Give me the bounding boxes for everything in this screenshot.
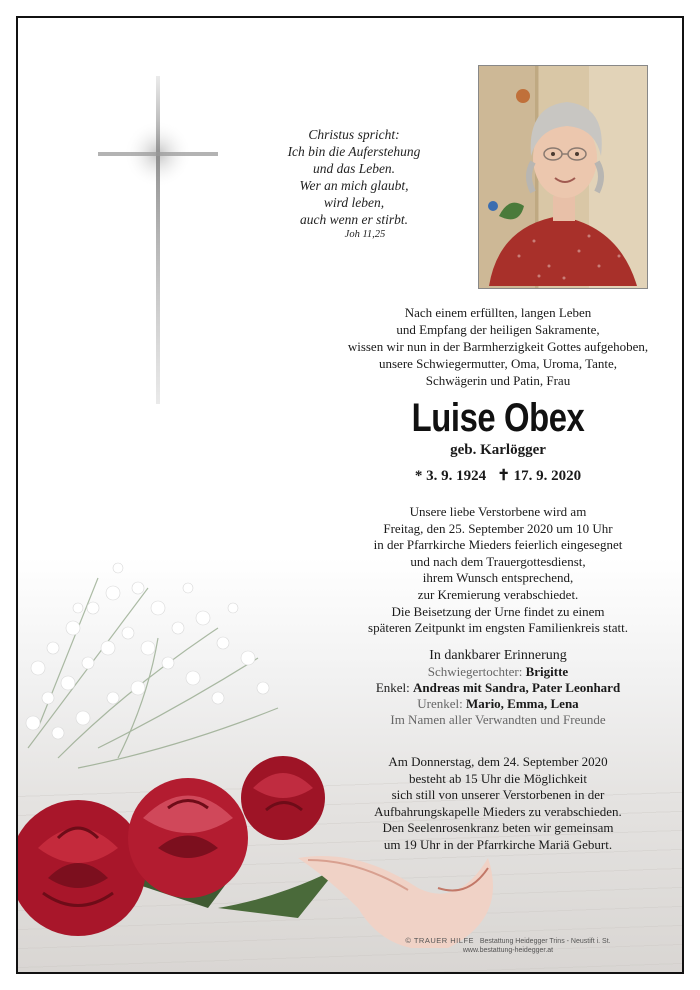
funeral-line: Die Beisetzung der Urne findet zu einem <box>391 603 605 619</box>
funeral-line: Freitag, den 25. September 2020 um 10 Uhr <box>383 520 613 536</box>
cross-icon <box>78 68 218 408</box>
company-name: Bestattung Heidegger Trins - Neustift i. St. <box>479 938 611 945</box>
wake-line: um 19 Uhr in der Pfarrkirche Mariä Geburt. <box>383 836 613 852</box>
rose-petal <box>288 838 508 948</box>
mourner-names: Andreas mit Sandra, Pater Leonhard <box>413 680 621 695</box>
wake-line: Aufbahrungskapelle Mieders zu verabschieden. <box>374 803 622 819</box>
birth-date: * 3. 9. 1924 <box>414 468 487 484</box>
mourner-names: Mario, Emma, Lena <box>466 696 579 711</box>
wake-line: Am Donnerstag, dem 24. September 2020 <box>388 754 608 769</box>
quote-line: auch wenn er stirbt. <box>300 212 408 227</box>
funeral-line: und nach dem Trauergottesdienst, <box>410 553 586 569</box>
life-dates <box>348 466 648 485</box>
intro-text <box>308 304 684 389</box>
funeral-line: zur Kremierung verabschiedet. <box>417 586 579 602</box>
funeral-line: ihrem Wunsch entsprechend, <box>422 570 574 586</box>
intro-line: wissen wir nun in der Barmherzigkeit Gottes aufgehoben, <box>347 339 649 354</box>
quote-line: und das Leben. <box>312 161 396 176</box>
company-url: www.bestattung-heidegger.at <box>462 947 554 954</box>
mourner-label: Enkel: <box>375 680 413 695</box>
mourners-section <box>308 648 684 728</box>
maiden-name: geb. Karlögger <box>450 442 546 458</box>
funeral-text <box>308 504 684 637</box>
quote-line: Christus spricht: <box>308 127 400 142</box>
bible-quote <box>244 126 464 241</box>
mourner-label: Urenkel: <box>417 696 467 711</box>
funeral-line: in der Pfarrkirche Mieders feierlich eingesegnet <box>373 537 623 553</box>
intro-line: Schwägerin und Patin, Frau <box>425 373 571 388</box>
mourner-row <box>308 664 684 680</box>
memory-closing: Im Namen aller Verwandten und Freunde <box>390 712 606 727</box>
mourner-row <box>308 680 684 696</box>
funeral-home-footer <box>358 936 658 955</box>
mourner-row <box>308 696 684 712</box>
death-date: ✝ 17. 9. 2020 <box>497 468 582 484</box>
mourner-label: Schwiegertochter: <box>427 664 526 679</box>
memory-heading: In dankbarer Erinnerung <box>429 648 567 663</box>
quote-line: Ich bin die Auferstehung <box>287 144 421 159</box>
wake-line: Den Seelenrosenkranz beten wir gemeinsam <box>382 820 614 836</box>
funeral-line: späteren Zeitpunkt im engsten Familienkreis statt. <box>368 620 628 636</box>
wake-line: sich still von unserer Verstorbenen in der <box>391 787 605 803</box>
wake-line: besteht ab 15 Uhr die Möglichkeit <box>409 770 587 786</box>
obituary-card <box>16 16 684 974</box>
intro-line: unsere Schwiegermutter, Oma, Uroma, Tante, <box>378 356 618 371</box>
intro-line: und Empfang der heiligen Sakramente, <box>396 322 600 337</box>
deceased-name: Luise Obex <box>411 396 585 440</box>
trauerhilfe-logo: © TRAUER HILFE <box>405 936 475 945</box>
quote-line: wird leben, <box>323 195 385 210</box>
portrait-photo <box>478 65 648 289</box>
intro-line: Nach einem erfüllten, langen Leben <box>404 305 592 320</box>
funeral-line: Unsere liebe Verstorbene wird am <box>409 504 587 519</box>
quote-line: Wer an mich glaubt, <box>299 178 409 193</box>
quote-reference: Joh 11,25 <box>344 229 386 240</box>
mourner-names: Brigitte <box>525 664 569 679</box>
